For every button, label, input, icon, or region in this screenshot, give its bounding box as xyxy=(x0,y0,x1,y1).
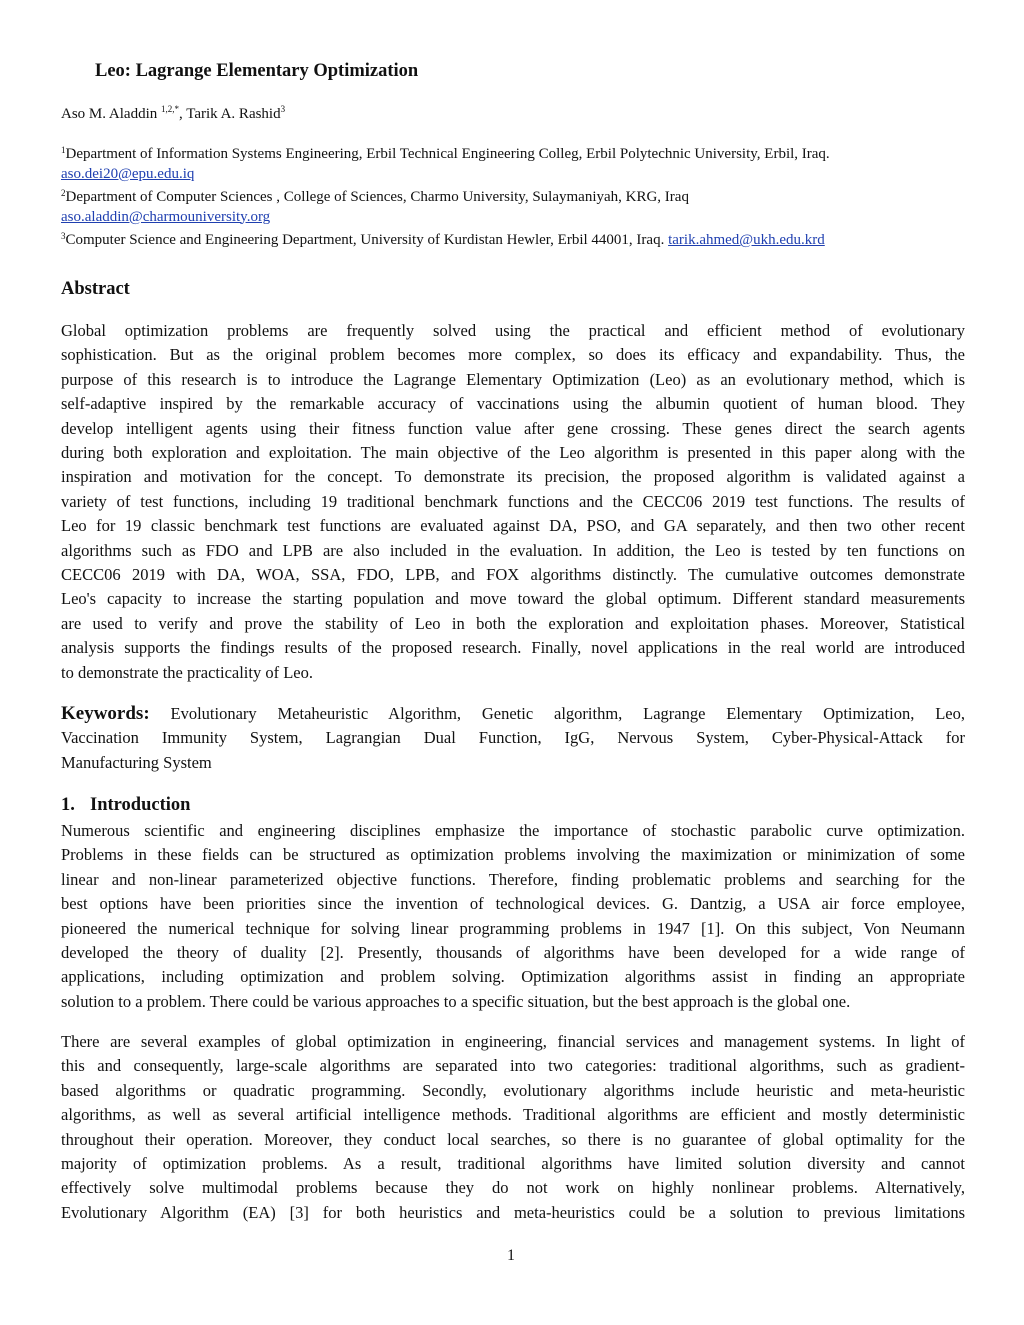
abstract-line: purpose of this research is to introduce the Lagrange Elementary Optimization (Leo) as an evolutionary method, which is xyxy=(61,369,965,389)
paragraph-line: majority of optimization problems. As a result, traditional algorithms have limited solution diversity and cannot xyxy=(61,1154,965,1174)
affiliation-2 xyxy=(61,184,830,208)
paragraph-line: throughout their operation. Moreover, they conduct local searches, so there is no guarantee of global optimality for the xyxy=(61,1129,965,1149)
paragraph-line: algorithms, as well as several artificial intelligence methods. Traditional algorithms are efficient and mostly deterministic xyxy=(61,1105,965,1125)
paragraph-line: pioneered the numerical technique for solving linear programming problems in 1947 [1]. On this subject, Von Neumann xyxy=(61,918,965,938)
paragraph-line: solution to a problem. There could be various approaches to a specific situation, but the best approach is the global one. xyxy=(61,991,851,1011)
introduction-paragraph-2 xyxy=(61,1030,965,1225)
affiliation-text: Department of Computer Sciences , College of Sciences, Charmo University, Sulaymaniyah, KRG, Iraq xyxy=(65,189,689,205)
abstract-line: are used to verify and prove the stability of Leo in both the exploration and exploitation phases. Moreover, Statistical xyxy=(61,613,965,633)
keywords-block xyxy=(61,702,965,775)
affiliation-1 xyxy=(61,141,830,165)
paragraph-line: developed the theory of duality [2]. Presently, thousands of algorithms have been developed for a wide range of xyxy=(61,943,965,963)
abstract-line: Leo's capacity to increase the starting population and move toward the global optimum. Different standard measurements xyxy=(61,589,965,609)
abstract-line: to demonstrate the practicality of Leo. xyxy=(61,662,313,682)
author-line xyxy=(61,104,285,123)
abstract-line: develop intelligent agents using their fitness function value after gene crossing. These genes direct the search agents xyxy=(61,418,965,438)
abstract-line: self-adaptive inspired by the remarkable accuracy of vaccinations using the albumin quotient of human blood. They xyxy=(61,394,965,414)
affiliation-text: Department of Information Systems Engineering, Erbil Technical Engineering Colleg, Erbil Polytechnic University, Erbil, Iraq. xyxy=(65,146,830,162)
affiliation-marker: 2 xyxy=(61,188,66,198)
author-affiliation-marker: 1,2,* xyxy=(161,104,180,114)
author-name: , Tarik A. Rashid xyxy=(179,106,281,122)
abstract-line: variety of test functions, including 19 traditional benchmark functions and the CECC06 2019 test functions. The results of xyxy=(61,491,965,511)
abstract-line: Leo for 19 classic benchmark test functions are evaluated against DA, PSO, and GA separately, and then two other recent xyxy=(61,516,965,536)
paper-title: Leo: Lagrange Elementary Optimization xyxy=(95,61,419,81)
email-link[interactable]: aso.aladdin@charmouniversity.org xyxy=(61,208,271,225)
section-number: 1. xyxy=(61,795,75,815)
introduction-paragraph-1 xyxy=(61,819,965,1014)
keywords-line: Vaccination Immunity System, Lagrangian Dual Function, IgG, Nervous System, Cyber-Physical-Attack for xyxy=(61,728,965,748)
paragraph-line: based algorithms or quadratic programming. Secondly, evolutionary algorithms include heuristic and meta-heuristic xyxy=(61,1080,965,1100)
section-title: Introduction xyxy=(90,795,191,815)
introduction-heading xyxy=(61,795,190,816)
email-link[interactable]: tarik.ahmed@ukh.edu.krd xyxy=(668,232,825,248)
paragraph-line: Problems in these fields can be structured as optimization problems involving the maximization or minimization of some xyxy=(61,845,965,865)
paragraph-line: There are several examples of global optimization in engineering, financial services and management systems. In light of xyxy=(61,1032,965,1051)
paragraph-line: applications, including optimization and problem solving. Optimization algorithms assist in finding an appropriate xyxy=(61,967,965,987)
paragraph-line: Numerous scientific and engineering disciplines emphasize the importance of stochastic parabolic curve optimization. xyxy=(61,821,965,840)
page-number: 1 xyxy=(507,1247,515,1264)
author-name: Aso M. Aladdin xyxy=(61,106,162,122)
affiliation-text: Computer Science and Engineering Department, University of Kurdistan Hewler, Erbil 44001, Iraq. xyxy=(65,232,669,248)
affiliation-marker: 1 xyxy=(61,145,66,155)
paragraph-line: linear and non-linear parameterized objective functions. Therefore, finding problematic problems and searching for the xyxy=(61,869,965,889)
abstract-line: inspiration and motivation for the concept. To demonstrate its precision, the proposed algorithm is validated against a xyxy=(61,467,965,487)
paragraph-line: Evolutionary Algorithm (EA) [3] for both heuristics and meta-heuristics could be a solution to previous limitations xyxy=(61,1202,965,1222)
abstract-line: Global optimization problems are frequently solved using the practical and efficient method of evolutionary xyxy=(61,321,965,340)
paragraph-line: effectively solve multimodal problems because they do not work on highly nonlinear problems. Alternatively, xyxy=(61,1178,965,1198)
abstract-body xyxy=(61,319,965,685)
author-affiliation-marker: 3 xyxy=(280,104,286,114)
paragraph-line: this and consequently, large-scale algorithms are separated into two categories: traditional algorithms, such as gradient- xyxy=(61,1056,965,1076)
abstract-line: algorithms such as FDO and LPB are also included in the evaluation. In addition, the Leo is tested by ten functions on xyxy=(61,540,965,560)
keywords-line: Evolutionary Metaheuristic Algorithm, Genetic algorithm, Lagrange Elementary Optimization, Leo, xyxy=(149,704,965,723)
paragraph-line: best options have been priorities since the invention of technological devices. G. Dantzig, a USA air force employee, xyxy=(61,894,965,914)
abstract-heading: Abstract xyxy=(61,279,130,299)
affiliations xyxy=(61,141,830,251)
abstract-line: analysis supports the findings results of the proposed research. Finally, novel applications in the real world are introduced xyxy=(61,638,965,658)
keywords-label: Keywords: xyxy=(61,703,150,724)
keywords-line: Manufacturing System xyxy=(61,752,212,772)
abstract-line: sophistication. But as the original problem becomes more complex, so does its efficacy and expandability. Thus, the xyxy=(61,345,965,365)
abstract-line: CECC06 2019 with DA, WOA, SSA, FDO, LPB, and FOX algorithms distinctly. The cumulative outcomes demonstrate xyxy=(61,565,965,585)
email-link[interactable]: aso.dei20@epu.edu.iq xyxy=(61,165,195,182)
affiliation-marker: 3 xyxy=(61,231,66,241)
abstract-line: during both exploration and exploitation. The main objective of the Leo algorithm is presented in this paper along with the xyxy=(61,443,965,463)
affiliation-3 xyxy=(61,227,830,251)
